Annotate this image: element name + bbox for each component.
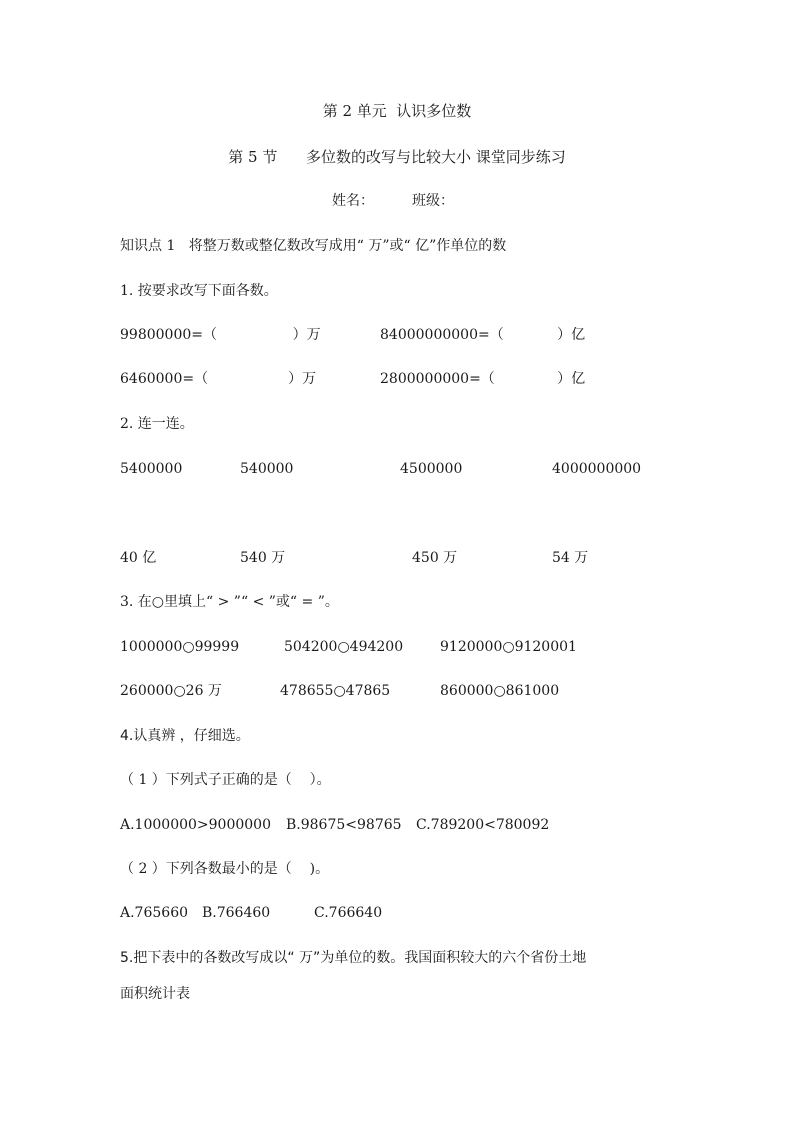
- section-title: 第 5 节 多位数的改写与比较大小 课堂同步练习: [228, 148, 566, 166]
- q1-prompt: 1. 按要求改写下面各数。: [120, 283, 278, 299]
- q4-sub1-option-b: B.98675<98765: [286, 817, 402, 833]
- q2-bottom-item-1: 40 亿: [120, 550, 157, 566]
- q3-row1-item-3: 9120000○9120001: [440, 639, 577, 655]
- q3-row1-item-1: 1000000○99999: [120, 639, 240, 655]
- q3-row2-item-2: 478655○47865: [280, 683, 391, 699]
- q2-top-item-2: 540000: [240, 461, 294, 477]
- q4-prompt: 4.认真辨 ，仔细选。: [120, 728, 250, 744]
- q3-row2-item-1: 260000○26 万: [120, 683, 222, 699]
- q2-top-item-4: 4000000000: [552, 461, 642, 477]
- unit-title: 第 2 单元 认识多位数: [322, 102, 472, 120]
- q2-bottom-item-2: 540 万: [240, 550, 286, 566]
- q1-row1-right: 84000000000=（ ）亿: [380, 327, 586, 343]
- q4-sub1-option-a: A.1000000>9000000: [120, 817, 271, 833]
- q2-top-item-3: 4500000: [400, 461, 463, 477]
- class-label: 班级：: [412, 193, 454, 209]
- q2-bottom-item-3: 450 万: [412, 550, 458, 566]
- q4-sub2-option-c: C.766640: [314, 905, 383, 921]
- q3-row2-item-3: 860000○861000: [440, 683, 560, 699]
- q2-top-item-1: 5400000: [120, 461, 183, 477]
- q4-sub1-question: （ 1 ）下列式子正确的是（ ）。: [120, 772, 331, 788]
- q2-prompt: 2. 连一连。: [120, 416, 194, 432]
- q4-sub1-option-c: C.789200<780092: [416, 817, 550, 833]
- q1-row2-left: 6460000=（ ）万: [120, 371, 317, 387]
- q5-prompt-line-2: 面积统计表: [120, 986, 190, 1002]
- q5-prompt-line-1: 5.把下表中的各数改写成以“ 万”为单位的数。我国面积较大的六个省份土地: [120, 950, 587, 966]
- q4-sub2-question: （ 2 ）下列各数最小的是（ )。: [120, 861, 330, 877]
- q1-row1-left: 99800000=（ ）万: [120, 327, 321, 343]
- q1-row2-right: 2800000000=（ ）亿: [380, 371, 586, 387]
- knowledge-point-heading: 知识点 1 将整万数或整亿数改写成用“ 万”或“ 亿”作单位的数: [120, 238, 507, 254]
- q2-bottom-item-4: 54 万: [552, 550, 589, 566]
- q4-sub2-option-a: A.765660: [120, 905, 189, 921]
- q3-row1-item-2: 504200○494200: [284, 639, 404, 655]
- name-label: 姓名：: [332, 193, 374, 209]
- q4-sub2-option-b: B.766460: [202, 905, 271, 921]
- q3-prompt: 3. 在○里填上“ > ”“ < ”或“ = ”。: [120, 594, 339, 610]
